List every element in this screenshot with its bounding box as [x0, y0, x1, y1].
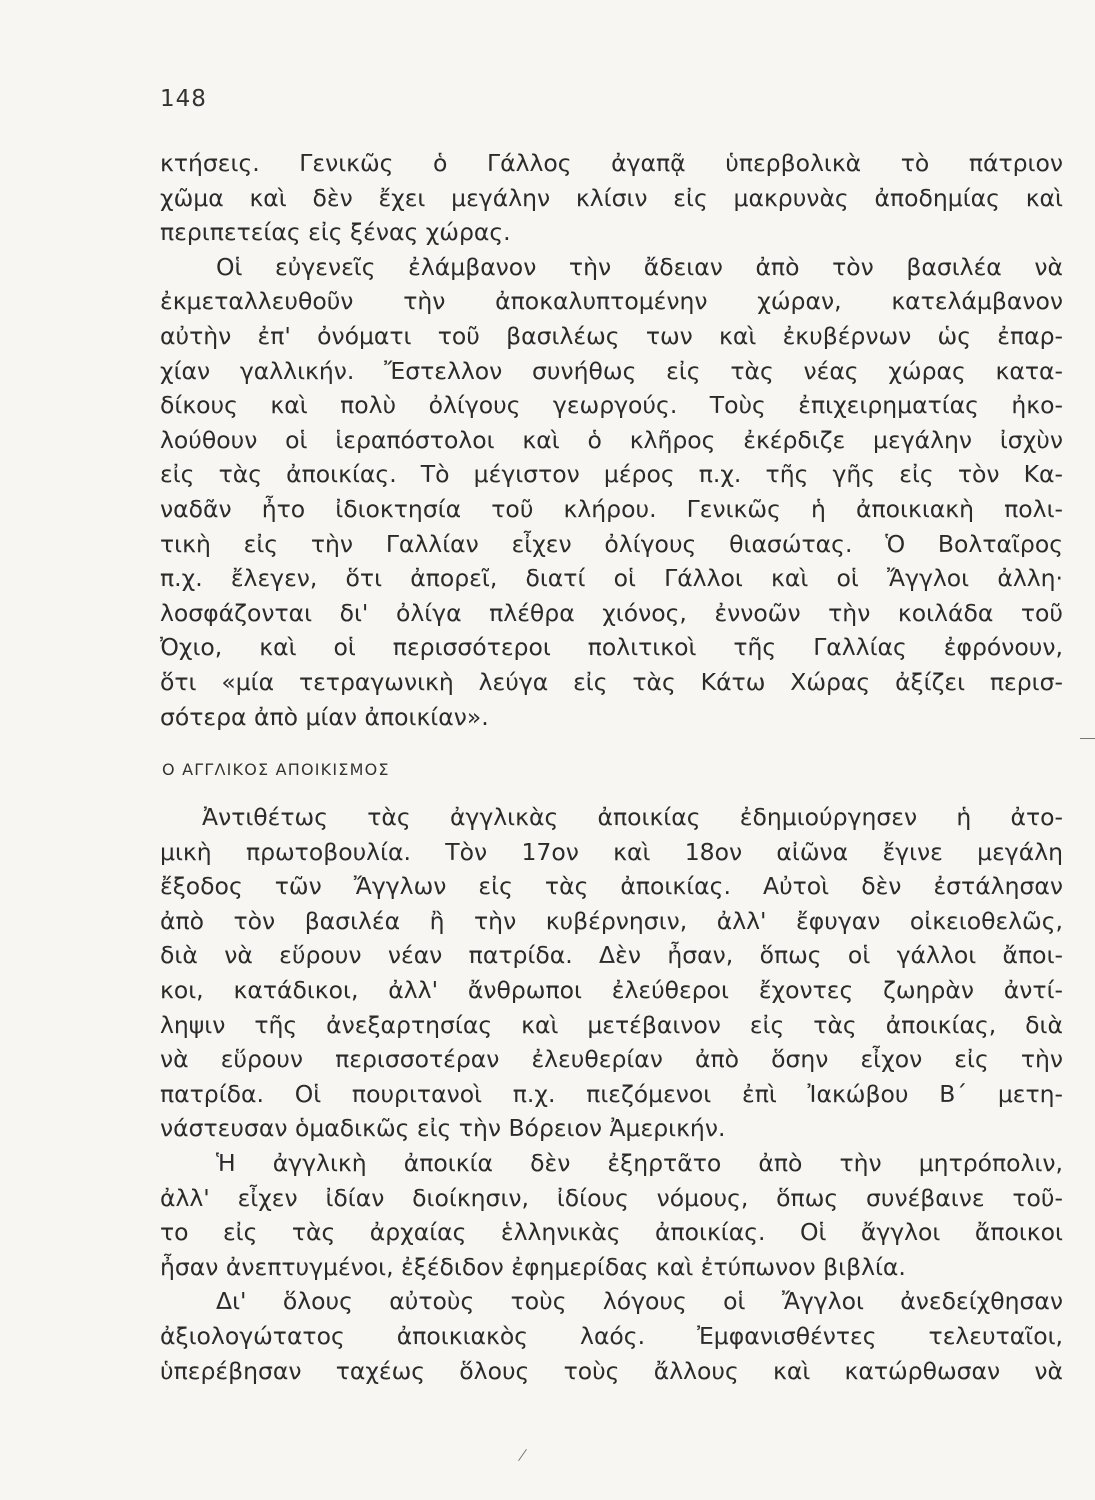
- text-line: ἐκμεταλλευθοῦν τὴν ἀποκαλυπτομένην χώραν, κατελάμβανον: [160, 287, 1063, 316]
- text-line: ληψιν τῆς ἀνεξαρτησίας καὶ μετέβαινον εἰς τὰς ἀποικίας, διὰ: [160, 1010, 1063, 1039]
- text-line: δίκους καὶ πολὺ ὀλίγους γεωργούς. Τοὺς ἐπιχειρηματίας ἠκο-: [160, 391, 1063, 420]
- text-line: χῶμα καὶ δὲν ἔχει μεγάλην κλίσιν εἰς μακρυνὰς ἀποδημίας καὶ: [160, 183, 1063, 212]
- paragraph-english-colonies: [160, 800, 1063, 1388]
- text-line: διὰ νὰ εὕρουν νέαν πατρίδα. Δὲν ἦσαν, ὅπως οἱ γάλλοι ἄποι-: [160, 941, 1063, 970]
- text-line: Ἡ ἀγγλικὴ ἀποικία δὲν ἐξηρτᾶτο ἀπὸ τὴν μητρόπολιν,: [216, 1148, 1063, 1177]
- scan-edge-mark: [1080, 738, 1095, 739]
- text-line: ὅτι «μία τετραγωνικὴ λεύγα εἰς τὰς Κάτω Χώρας ἀξίζει περισ-: [160, 667, 1063, 696]
- text-line: ἀπὸ τὸν βασιλέα ἢ τὴν κυβέρνησιν, ἀλλ' ἔφυγαν οἰκειοθελῶς,: [160, 906, 1063, 935]
- text-line: σότερα ἀπὸ μίαν ἀποικίαν».: [160, 702, 489, 731]
- text-line: μικὴ πρωτοβουλία. Τὸν 17ον καὶ 18ον αἰῶνα ἔγινε μεγάλη: [160, 837, 1063, 866]
- text-line: λούθουν οἱ ἱεραπόστολοι καὶ ὁ κλῆρος ἐκέρδιζε μεγάλην ἰσχὺν: [160, 425, 1063, 454]
- text-line: ἀλλ' εἶχεν ἰδίαν διοίκησιν, ἰδίους νόμους, ὅπως συνέβαινε τοῦ-: [160, 1183, 1063, 1212]
- text-line: κοι, κατάδικοι, ἀλλ' ἄνθρωποι ἐλεύθεροι ἔχοντες ζωηρὰν ἀντί-: [160, 975, 1063, 1004]
- paragraph-french-colonies: [160, 146, 1063, 734]
- text-line: πατρίδα. Οἱ πουριτανοὶ π.χ. πιεζόμενοι ἐπὶ Ἰακώβου Β΄ μετη-: [160, 1079, 1063, 1108]
- section-heading: Ο ΑΓΓΛΙΚΟΣ ΑΠΟΙΚΙΣΜΟΣ: [162, 760, 390, 779]
- text-line: Οἱ εὐγενεῖς ἐλάμβανον τὴν ἄδειαν ἀπὸ τὸν βασιλέα νὰ: [216, 252, 1063, 281]
- text-line: τικὴ εἰς τὴν Γαλλίαν εἶχεν ὀλίγους θιασώτας. Ὁ Βολταῖρος: [160, 529, 1063, 558]
- text-line: νὰ εὕρουν περισσοτέραν ἐλευθερίαν ἀπὸ ὅσην εἶχον εἰς τὴν: [160, 1045, 1063, 1074]
- text-line: αὐτὴν ἐπ' ὀνόματι τοῦ βασιλέως των καὶ ἐκυβέρνων ὡς ἐπαρ-: [160, 321, 1063, 350]
- text-line: το εἰς τὰς ἀρχαίας ἑλληνικὰς ἀποικίας. Οἱ ἄγγλοι ἄποικοι: [160, 1218, 1063, 1247]
- text-line: Δι' ὅλους αὐτοὺς τοὺς λόγους οἱ Ἄγγλοι ἀνεδείχθησαν: [216, 1287, 1063, 1316]
- text-line: Ὀχιο, καὶ οἱ περισσότεροι πολιτικοὶ τῆς Γαλλίας ἐφρόνουν,: [160, 633, 1063, 662]
- text-line: ὑπερέβησαν ταχέως ὅλους τοὺς ἄλλους καὶ κατώρθωσαν νὰ: [160, 1356, 1063, 1385]
- text-line: περιπετείας εἰς ξένας χώρας.: [160, 218, 511, 247]
- text-line: Ἀντιθέτως τὰς ἀγγλικὰς ἀποικίας ἐδημιούργησεν ἡ ἀτο-: [202, 803, 1063, 831]
- text-line: λοσφάζονται δι' ὀλίγα πλέθρα χιόνος, ἐννοῶν τὴν κοιλάδα τοῦ: [160, 598, 1063, 627]
- text-line: νάστευσαν ὁμαδικῶς εἰς τὴν Βόρειον Ἀμερικήν.: [160, 1114, 726, 1143]
- text-line: κτήσεις. Γενικῶς ὁ Γάλλος ἀγαπᾷ ὑπερβολικὰ τὸ πάτριον: [160, 149, 1063, 177]
- text-line: χίαν γαλλικήν. Ἔστελλον συνήθως εἰς τὰς νέας χώρας κατα-: [160, 356, 1063, 385]
- text-line: ναδᾶν ἦτο ἰδιοκτησία τοῦ κλήρου. Γενικῶς ἡ ἀποικιακὴ πολι-: [160, 494, 1063, 523]
- stray-pen-mark: [518, 1449, 527, 1461]
- text-line: εἰς τὰς ἀποικίας. Τὸ μέγιστον μέρος π.χ. τῆς γῆς εἰς τὸν Κα-: [160, 460, 1063, 489]
- page-number: 148: [160, 86, 207, 112]
- text-line: ἔξοδος τῶν Ἄγγλων εἰς τὰς ἀποικίας. Αὐτοὶ δὲν ἐστάλησαν: [160, 872, 1063, 901]
- text-line: ἀξιολογώτατος ἀποικιακὸς λαός. Ἐμφανισθέντες τελευταῖοι,: [160, 1321, 1063, 1350]
- text-line: π.χ. ἔλεγεν, ὅτι ἀπορεῖ, διατί οἱ Γάλλοι καὶ οἱ Ἄγγλοι ἀλλη·: [160, 564, 1063, 593]
- text-line: ἦσαν ἀνεπτυγμένοι, ἐξέδιδον ἐφημερίδας καὶ ἐτύπωνον βιβλία.: [160, 1252, 906, 1281]
